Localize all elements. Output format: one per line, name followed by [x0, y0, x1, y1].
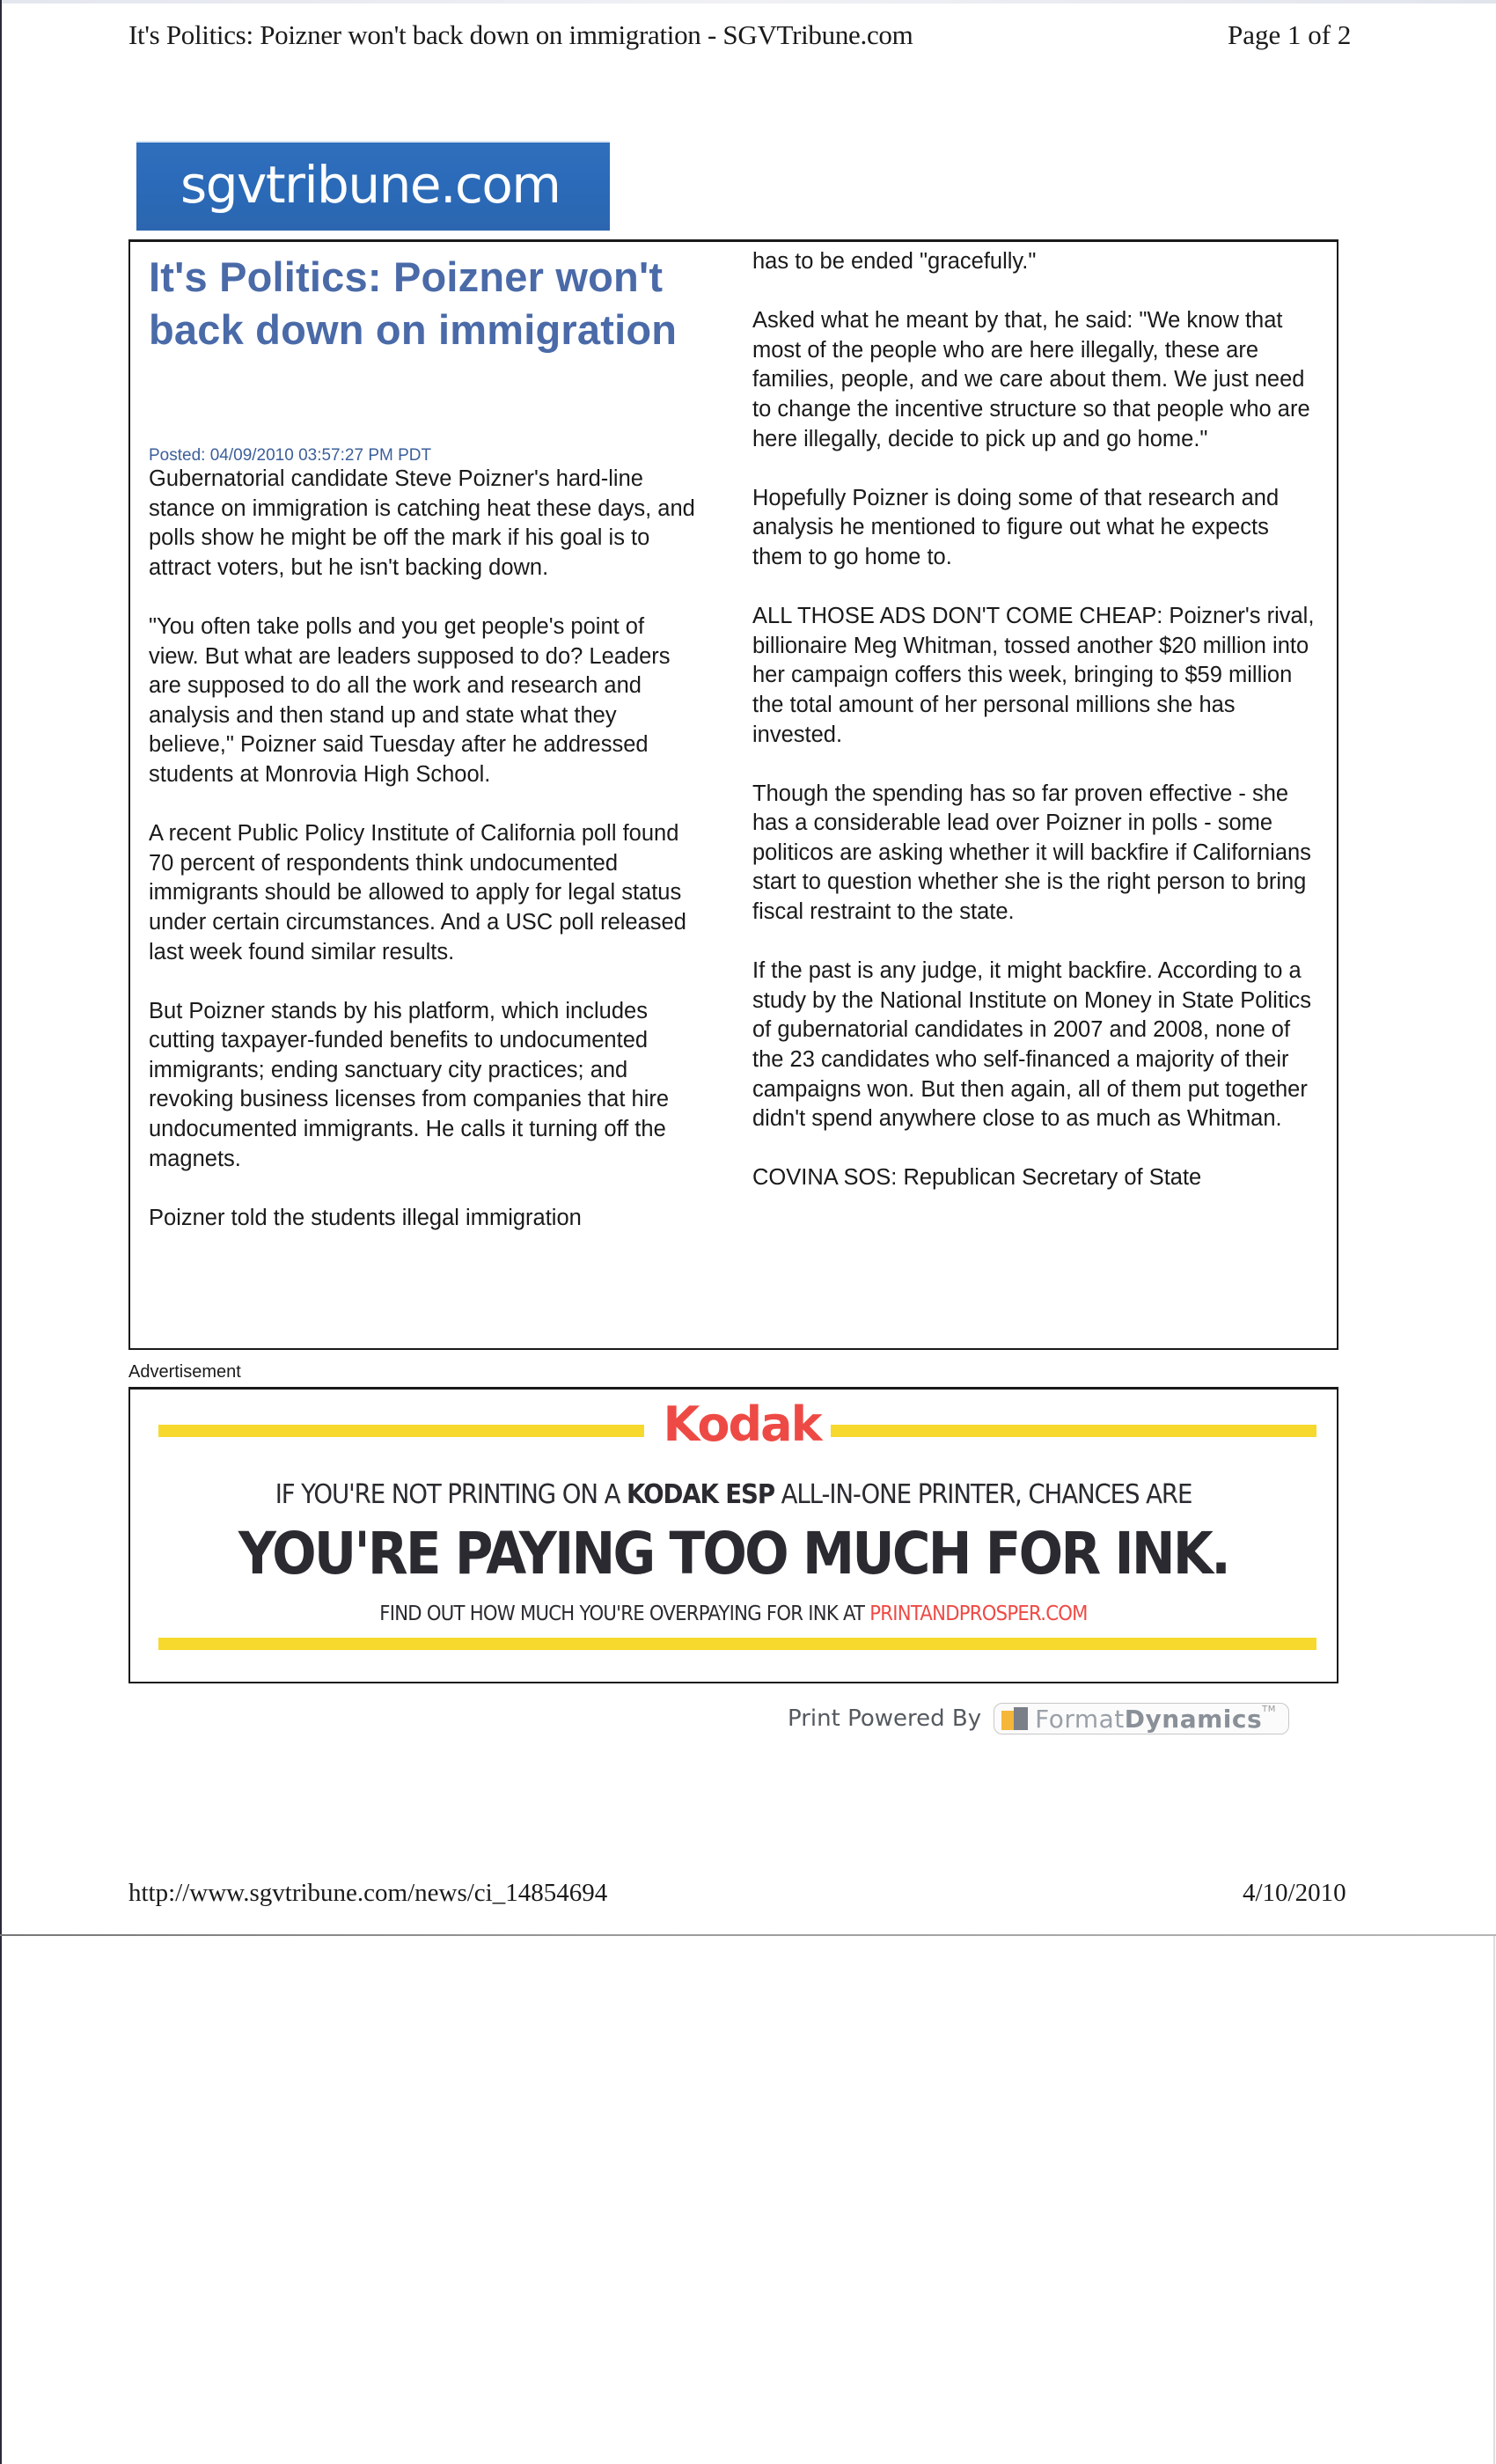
ad-tagline — [179, 1479, 1288, 1510]
scan-right-edge — [1493, 1936, 1495, 2464]
ad-yellow-bar — [158, 1425, 644, 1437]
paragraph: has to be ended "gracefully." — [752, 249, 1037, 274]
ad-call-to-action — [179, 1602, 1288, 1625]
paragraph: Hopefully Poizner is doing some of that research and analysis he mentioned to figure out what he expects them to go home to. — [752, 485, 1280, 569]
paragraph: COVINA SOS: Republican Secretary of State — [752, 1165, 1202, 1191]
ad-headline: YOU'RE PAYING TOO MUCH FOR INK. — [238, 1520, 1229, 1588]
article-body-left — [149, 465, 699, 1263]
site-logo-text: sgvtribune.com — [180, 155, 561, 215]
formatdynamics-logo-icon — [1001, 1707, 1028, 1730]
ad-yellow-bar — [158, 1638, 1316, 1650]
kodak-logo: Kodak — [663, 1397, 821, 1452]
ad-tagline-text: ALL-IN-ONE PRINTER, CHANCES ARE — [774, 1479, 1192, 1510]
wordmark-light: Format — [1035, 1704, 1125, 1734]
paragraph: A recent Public Policy Institute of California poll found 70 percent of respondents think undocumented immigrants should be allowed to apply for legal status under certain circumstances. And a USC poll released last week found similar results. — [149, 821, 686, 964]
ad-yellow-bar — [831, 1425, 1316, 1437]
site-logo[interactable] — [136, 141, 610, 231]
paragraph: Poizner told the students illegal immigration — [149, 1205, 582, 1230]
article-body-right — [752, 247, 1316, 1223]
paragraph: "You often take polls and you get people's point of view. But what are leaders supposed to do? Leaders are supposed to do all the work and research and analysis and then stand up and state what they believe," Poizner said Tuesday after he addressed students at Monrovia High School. — [149, 613, 671, 787]
powered-by-label: Print Powered By — [788, 1705, 982, 1732]
formatdynamics-wordmark — [1035, 1705, 1276, 1734]
kodak-advertisement[interactable] — [128, 1387, 1338, 1683]
paragraph: If the past is any judge, it might backfire. According to a study by the National Institute on Money in State Politics of gubernatorial candidates in 2007 and 2008, none of the 23 candidates who self-financed a majority of their campaigns won. But then again, all of them put together didn't spend anywhere close to as much as Whitman. — [752, 958, 1312, 1132]
print-powered-by — [788, 1699, 1289, 1738]
page-separator — [0, 1934, 1496, 1936]
trademark-mark: TM — [1262, 1704, 1276, 1714]
print-footer-date: 4/10/2010 — [1243, 1879, 1346, 1907]
paragraph: Gubernatorial candidate Steve Poizner's hard-line stance on immigration is catching heat these days, and polls show he might be off the mark if his goal is to attract voters, but he isn't backing down. — [149, 466, 695, 580]
page-indicator: Page 1 of 2 — [1228, 19, 1352, 50]
scan-left-edge — [0, 0, 2, 2464]
print-footer-url: http://www.sgvtribune.com/news/ci_14854694 — [128, 1879, 608, 1907]
advertisement-label: Advertisement — [128, 1362, 241, 1382]
ad-link[interactable]: PRINTANDPROSPER.COM — [869, 1602, 1088, 1625]
posted-timestamp: Posted: 04/09/2010 03:57:27 PM PDT — [149, 446, 432, 465]
ad-cta-text: FIND OUT HOW MUCH YOU'RE OVERPAYING FOR INK AT — [379, 1602, 870, 1625]
wordmark-bold: Dynamics — [1124, 1704, 1263, 1734]
ad-tagline-product: KODAK ESP — [627, 1479, 774, 1510]
paragraph: Asked what he meant by that, he said: "We know that most of the people who are here illegally, these are families, people, and we care about them. We just need to change the incentive structure so that people who are here illegally, decide to pick up and go home." — [752, 308, 1310, 451]
print-header-title: It's Politics: Poizner won't back down on immigration - SGVTribune.com — [128, 19, 913, 50]
paragraph: Though the spending has so far proven effective - she has a considerable lead over Poizner in polls - some politicos are asking whether it will backfire if Californians start to question whether she is the right person to bring fiscal restraint to the state. — [752, 781, 1311, 925]
paragraph: But Poizner stands by his platform, which includes cutting taxpayer-funded benefits to undocumented immigrants; ending sanctuary city practices; and revoking business licenses from companies that hire undocumented immigrants. He calls it turning off the magnets. — [149, 998, 670, 1171]
article-container — [128, 239, 1338, 1350]
paragraph: ALL THOSE ADS DON'T COME CHEAP: Poizner's rival, billionaire Meg Whitman, tossed another $20 million into her campaign coffers this week, bringing to $59 million the total amount of her personal millions she has invested. — [752, 604, 1315, 747]
scan-top-edge — [0, 0, 1496, 4]
ad-tagline-text: IF YOU'RE NOT PRINTING ON A — [275, 1479, 627, 1510]
article-headline: It's Politics: Poizner won't back down on immigration — [149, 253, 678, 353]
formatdynamics-badge[interactable] — [994, 1703, 1289, 1734]
